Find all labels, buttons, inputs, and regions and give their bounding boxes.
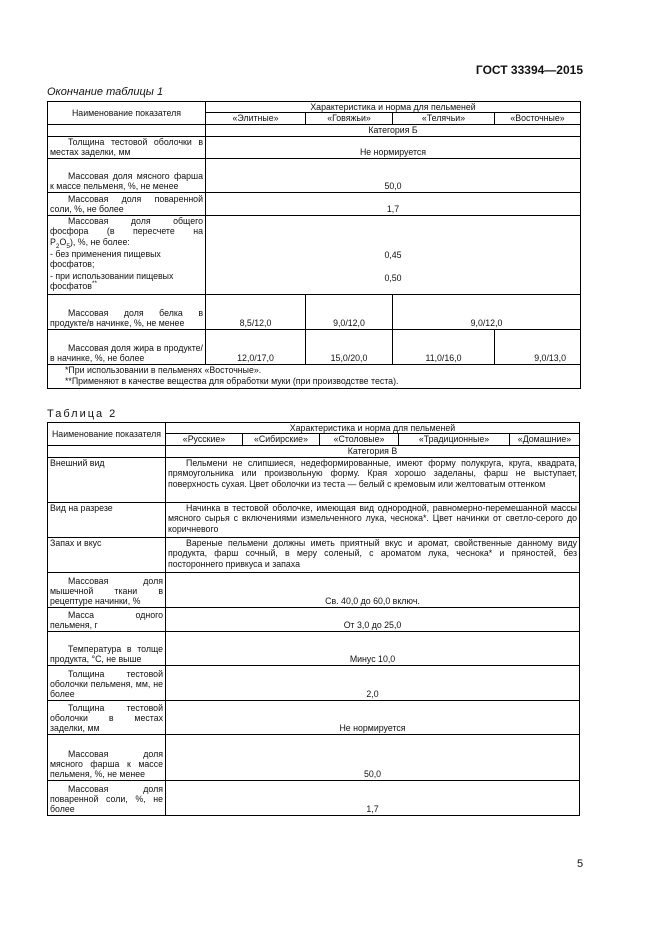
table2-row-value: От 3,0 до 25,0 [166,607,580,631]
table1-fat-name: Массовая доля жира в продукте/в начинке, %, не более [48,329,206,364]
table1-protein-value: 9,0/12,0 [393,294,581,329]
table2-row-name: Массовая доля поваренной соли, %, не более [48,780,166,815]
table2-row-name: Вид на разрезе [48,502,166,537]
table2-product-russkie: «Русские» [166,434,243,444]
table1-row-name: Толщина тестовой оболочки в местах заделки, мм [48,136,206,158]
table1-row-value: 1,7 [206,192,581,215]
table2-product-domashnie: «Домашние» [517,434,572,445]
phosphorus-line-3 [50,236,203,250]
table1-product-telyachi: «Телячьи» [393,113,495,124]
table1-fat-value: 11,0/16,0 [393,329,495,364]
table2-product-sibirskie: «Сибирские» [243,434,320,444]
table1-product-govyazhi: «Говяжьи» [306,113,393,124]
table2-row-name: Внешний вид [48,457,166,502]
table1-protein-value: 8,5/12,0 [206,294,306,329]
table2-products [166,434,579,444]
table2-row-value: Вареные пельмени должны иметь приятный вкус и аромат, свойственные данному виду продукта, фарш сочный, в меру соленый, с ароматом лука, чеснока* и пряностей, без постороннего привкуса и запаха [166,537,580,572]
table2-row-value: Не нормируется [166,700,580,734]
table2-row-name: Толщина тестовой оболочки в местах заделки, мм [48,700,166,734]
phosphorus-sub-2-text: - при использовании пищевых фосфатов [50,270,174,292]
table2-row-name: Масса одного пельменя, г [48,607,166,631]
table1-product-vostochnye: «Восточные» [495,113,581,124]
table2-product-stolovye: «Столовые» [320,434,399,444]
table2-row-value: 50,0 [166,734,580,780]
formula-sub-5: 5 [66,242,70,250]
phosphorus-unit: ), %, не более: [69,236,130,247]
table1-footnote-1: *При использовании в пельменях «Восточные». [48,364,581,376]
table1-footnote-2: **Применяют в качестве вещества для обработки муки (при производстве теста). [48,376,581,388]
table1-product-elitnye: «Элитные» [206,113,306,124]
page-number: 5 [577,858,584,870]
table1-caption: Окончание таблицы 1 [47,86,164,98]
formula-sub-2: 2 [55,242,60,250]
table2-caption: Таблица 2 [47,408,118,420]
phosphorus-line-1: Массовая доля общего [68,215,203,226]
table1-phosphorus-name [48,215,206,294]
table1-header-name: Наименование показателя [48,102,206,125]
formula-p: P [50,236,56,247]
formula-o: O [59,236,67,247]
table2-row-value: 2,0 [166,665,580,700]
phosphorus-sub-1: - без применения пищевых фосфатов; [50,249,161,270]
table2-row-value: 1,7 [166,780,580,815]
table1-fat-value: 9,0/13,0 [495,329,581,364]
table2-row-name: Массовая доля мясного фарша к массе пельменя, %, не менее [48,734,166,780]
table2-row-value: Св. 40,0 до 60,0 включ. [166,572,580,607]
phosphorus-line-2: фосфора (в пересчете на [50,226,203,237]
table1-protein-name: Массовая доля белка в продукте/в начинке, %, не менее [48,294,206,329]
table2-row-name: Запах и вкус [48,537,166,572]
table1-header-characteristic: Характеристика и норма для пельменей [206,102,581,113]
table1 [47,101,581,389]
table2-product-traditsionnye: «Традиционные» [399,434,510,444]
table2-row-name: Массовая доля мышечной ткани в рецептуре начинки, % [48,572,166,607]
table1-fat-value: 15,0/20,0 [306,329,393,364]
table1-row-name: Массовая доля мясного фарша к массе пельменя, %, не менее [48,158,206,192]
footnote-mark: ** [91,280,98,288]
table1-phosphorus-values [206,215,581,294]
table2-header-characteristic: Характеристика и норма для пельменей [166,423,580,434]
table2-row-name: Толщина тестовой оболочки пельменя, мм, не более [48,665,166,700]
table1-empty-cell [48,124,206,136]
phosphorus-value-1: 0,45 [384,249,402,260]
table2-products-row [166,434,580,445]
table2-row-name: Температура в толще продукта, °С, не выше [48,631,166,665]
table1-row-value: Не нормируется [206,136,581,158]
table1-row-value: 50,0 [206,158,581,192]
table2-empty-cell [48,445,166,457]
table2-row-value: Минус 10,0 [166,631,580,665]
table1-category: Категория Б [206,124,581,136]
table1-protein-value: 9,0/12,0 [306,294,393,329]
table2-row-value: Начинка в тестовой оболочке, имеющая вид однородной, равномерно-перемешанной массы мясного сырья с включениями измельченного лука, чеснока*. Цвет начинки от светло-серого до коричневого [166,502,580,537]
phosphorus-value-2: 0,50 [384,273,402,284]
table2-category: Категория В [166,445,580,457]
table2-header-name: Наименование показателя [48,423,166,446]
table2-row-value: Пельмени не слипшиеся, недеформированные, имеют форму полукруга, круга, квадрата, прямоугольника или произвольную форму. Края хорошо заделаны, фарш не выступает, поверхность сухая. Цвет оболочки из теста — белый с кремовым или желтоватым оттенком [166,457,580,502]
table2 [47,422,580,816]
table1-fat-value: 12,0/17,0 [206,329,306,364]
document-code: ГОСТ 33394—2015 [475,63,583,77]
table1-row-name: Массовая доля поваренной соли, %, не более [48,192,206,215]
phosphorus-sub-2 [50,271,203,292]
